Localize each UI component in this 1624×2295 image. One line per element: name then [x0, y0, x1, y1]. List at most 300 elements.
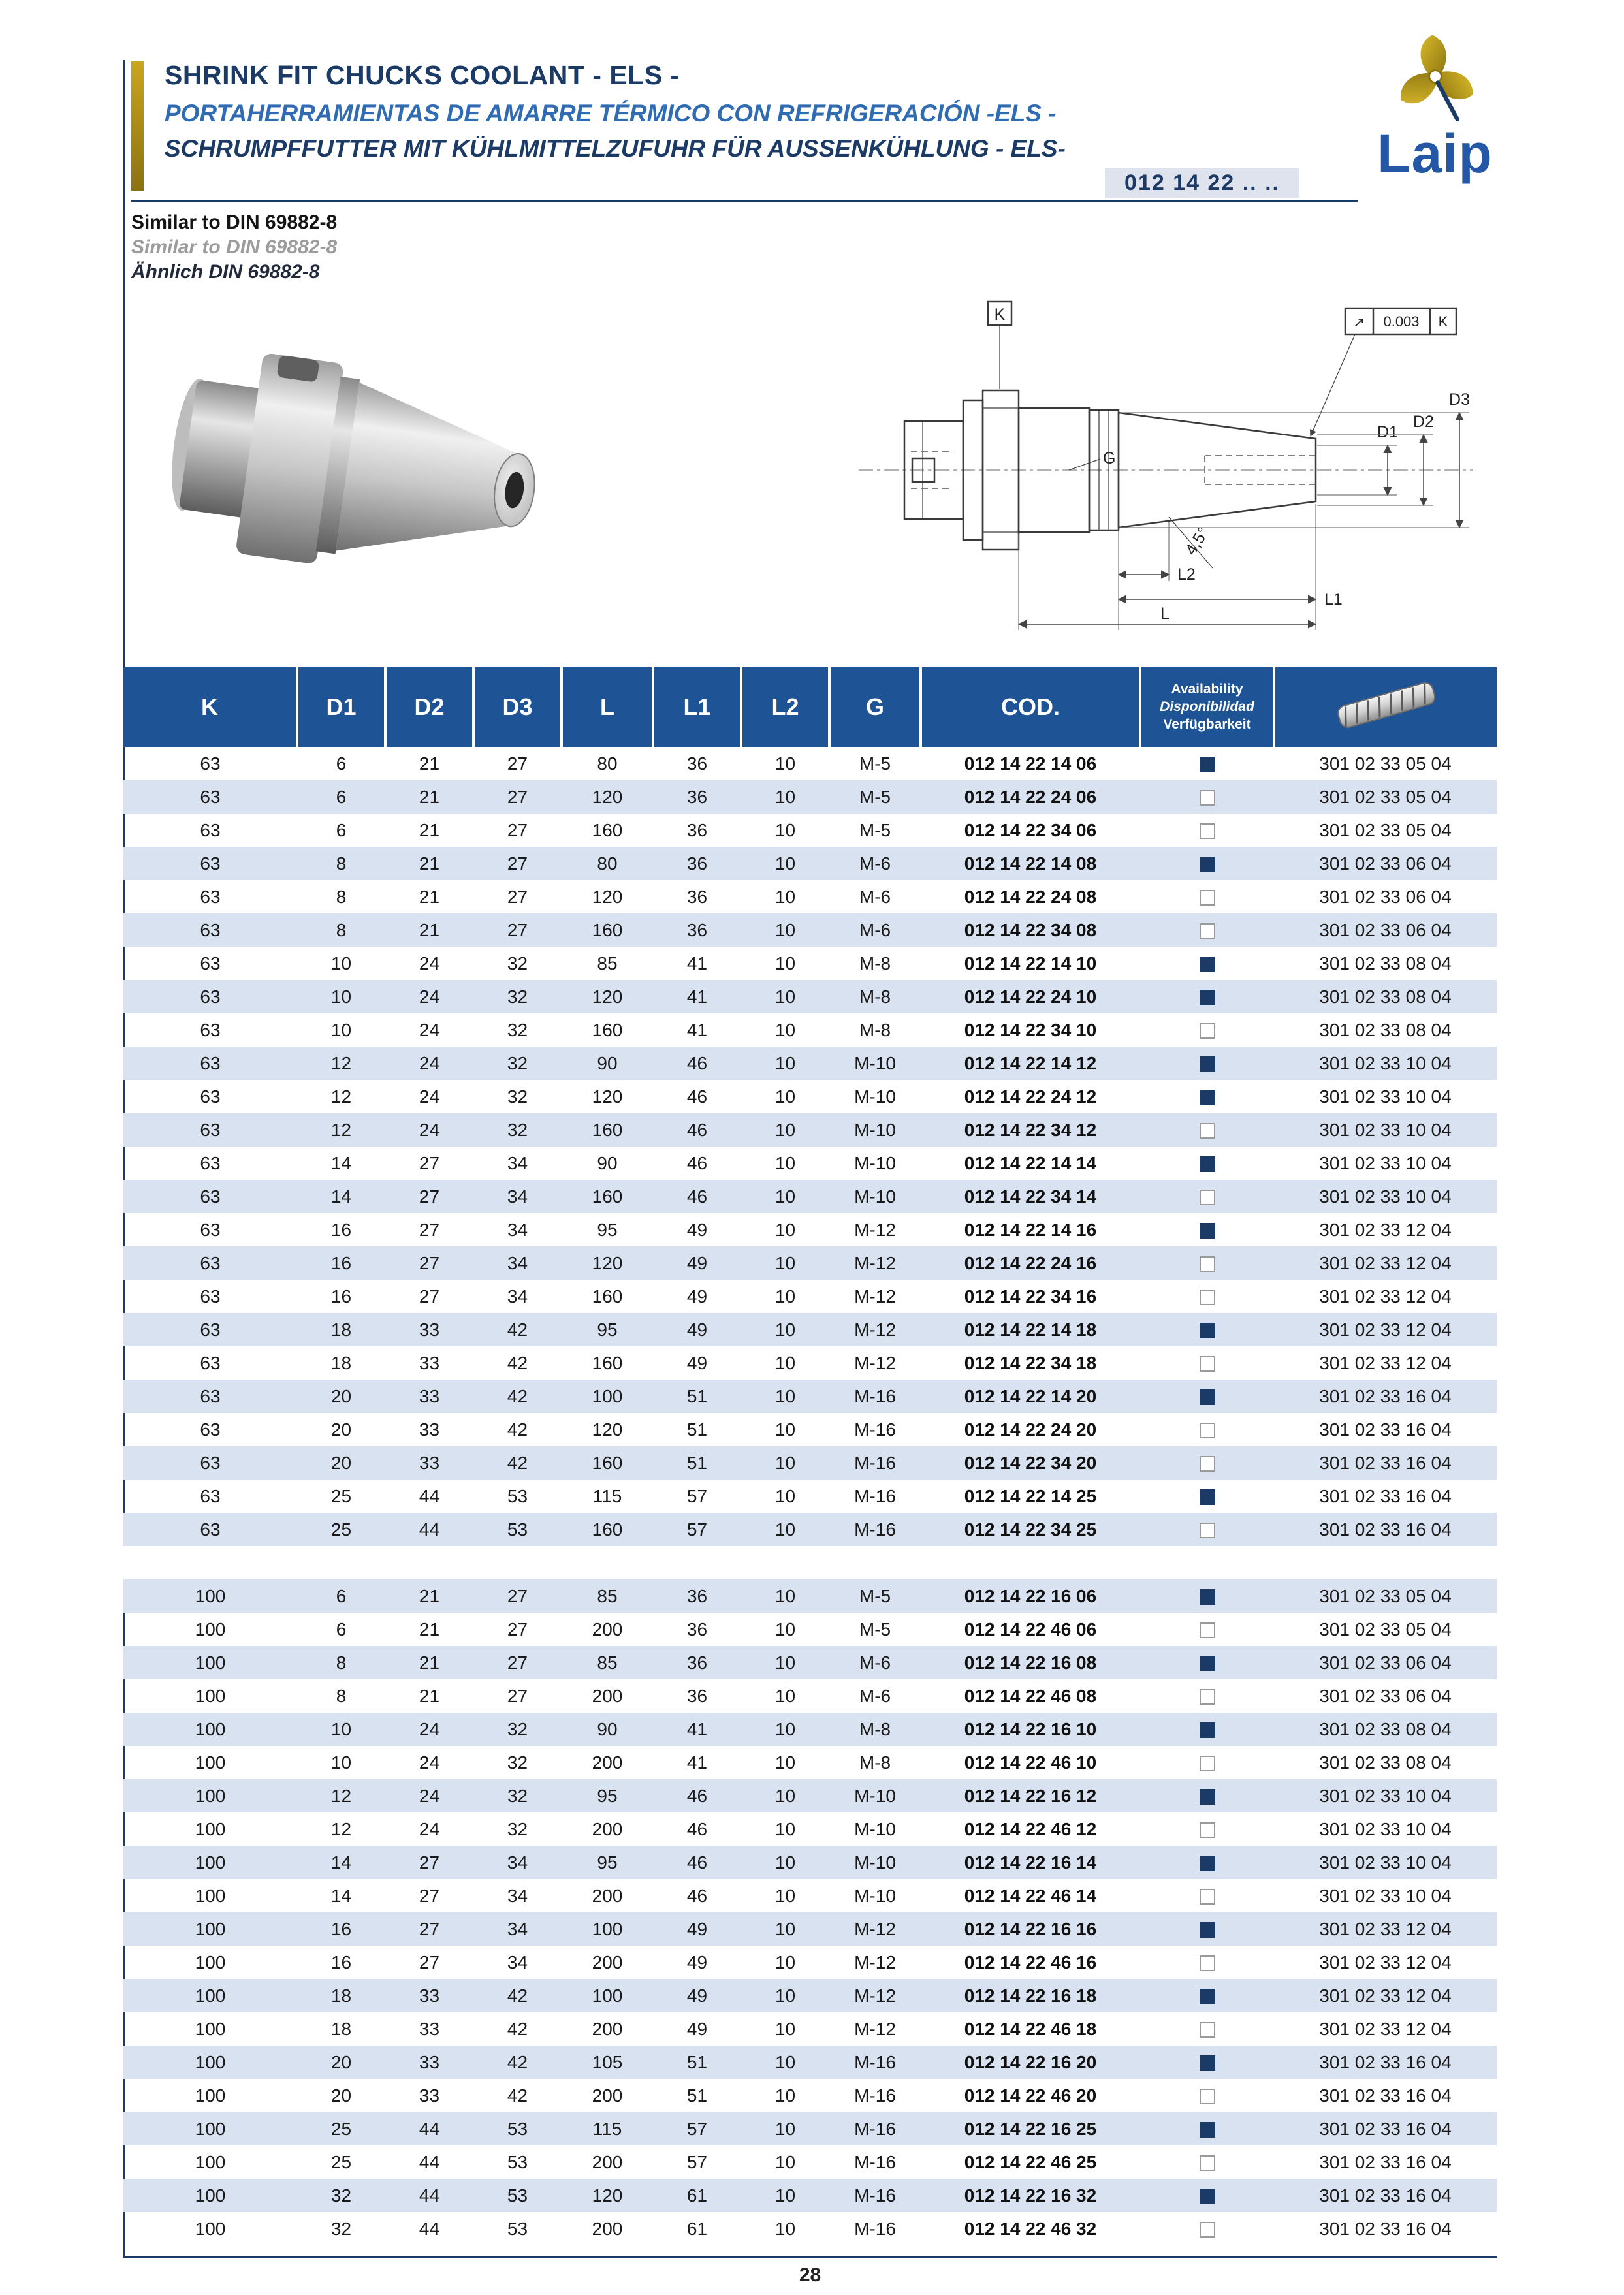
availability-empty-square — [1200, 2089, 1215, 2104]
l-cell: 120 — [592, 2185, 623, 2206]
g-cell: M-8 — [859, 953, 891, 973]
col-header-g: G — [829, 667, 921, 747]
d1-cell: 6 — [336, 753, 347, 774]
d2-cell: 21 — [419, 1652, 440, 1673]
availability-empty-square — [1200, 1822, 1215, 1838]
cod-cell: 012 14 22 14 18 — [964, 1319, 1097, 1340]
d2-cell: 33 — [419, 1419, 440, 1440]
g-cell: M-6 — [859, 886, 891, 907]
d3-cell: 27 — [507, 819, 528, 840]
l2-cell: 10 — [774, 1485, 796, 1506]
d1-cell: 12 — [330, 1086, 352, 1107]
g-cell: M-5 — [859, 753, 891, 774]
availability-cell — [1140, 2179, 1274, 2212]
k-cell: 63 — [200, 853, 221, 874]
d3-cell: 32 — [507, 1718, 528, 1739]
availability-cell — [1140, 1779, 1274, 1812]
l2-cell: 10 — [774, 853, 796, 874]
cod-cell: 012 14 22 34 14 — [964, 1186, 1097, 1207]
l1-cell: 61 — [686, 2185, 708, 2206]
cod-cell: 012 14 22 24 06 — [964, 786, 1097, 807]
screw-code-cell: 301 02 33 10 04 — [1319, 1119, 1452, 1140]
dim-label-angle: 4,5° — [1181, 524, 1213, 559]
k-cell: 100 — [195, 1685, 226, 1706]
table-row — [123, 1979, 1497, 2012]
similar-standard-es: Similar to DIN 69882-8 — [131, 236, 338, 258]
cod-cell: 012 14 22 24 20 — [964, 1419, 1097, 1440]
k-cell: 100 — [195, 1852, 226, 1873]
availability-cell — [1140, 1812, 1274, 1846]
d2-cell: 44 — [419, 2151, 440, 2172]
k-cell: 100 — [195, 2118, 226, 2139]
page-title-en: SHRINK FIT CHUCKS COOLANT - ELS - — [165, 60, 680, 90]
k-cell: 100 — [195, 2085, 226, 2106]
k-cell: 100 — [195, 1619, 226, 1639]
k-cell: 63 — [200, 1186, 221, 1207]
availability-empty-square — [1200, 2222, 1215, 2238]
k-cell: 100 — [195, 2018, 226, 2039]
table-row — [123, 947, 1497, 980]
k-cell: 63 — [200, 1119, 221, 1140]
col-header-screw — [1274, 667, 1497, 747]
d3-cell: 32 — [507, 953, 528, 973]
l-cell: 200 — [592, 1885, 623, 1906]
l1-cell: 46 — [686, 1086, 708, 1107]
l2-cell: 10 — [774, 1219, 796, 1240]
d2-cell: 24 — [419, 986, 440, 1007]
table-row — [123, 1380, 1497, 1413]
l1-cell: 36 — [686, 886, 708, 907]
l2-cell: 10 — [774, 919, 796, 940]
table-row — [123, 1047, 1497, 1080]
g-cell: M-12 — [854, 1219, 896, 1240]
g-cell: M-16 — [854, 2151, 896, 2172]
availability-cell — [1140, 747, 1274, 780]
d1-cell: 16 — [330, 1219, 352, 1240]
product-photo — [150, 307, 594, 633]
screw-code-cell: 301 02 33 06 04 — [1319, 1652, 1452, 1673]
cod-cell: 012 14 22 34 25 — [964, 1519, 1097, 1540]
l2-cell: 10 — [774, 2218, 796, 2239]
brand-name: Laip — [1377, 123, 1493, 184]
l2-cell: 10 — [774, 1452, 796, 1473]
availability-cell — [1140, 1380, 1274, 1413]
cod-cell: 012 14 22 16 14 — [964, 1852, 1097, 1873]
k-cell: 63 — [200, 786, 221, 807]
l2-cell: 10 — [774, 986, 796, 1007]
availability-filled-square — [1200, 757, 1215, 772]
l1-cell: 36 — [686, 1619, 708, 1639]
availability-empty-square — [1200, 823, 1215, 839]
l1-cell: 46 — [686, 1852, 708, 1873]
k-cell: 63 — [200, 819, 221, 840]
d3-cell: 27 — [507, 1652, 528, 1673]
d3-cell: 34 — [507, 1219, 528, 1240]
g-cell: M-10 — [854, 1885, 896, 1906]
l1-cell: 41 — [686, 1718, 708, 1739]
g-cell: M-8 — [859, 1752, 891, 1773]
g-cell: M-5 — [859, 786, 891, 807]
table-body — [123, 747, 1497, 2245]
g-cell: M-16 — [854, 1419, 896, 1440]
table-row — [123, 1213, 1497, 1246]
l1-cell: 57 — [686, 2118, 708, 2139]
d1-cell: 20 — [330, 1385, 352, 1406]
l-cell: 80 — [597, 853, 618, 874]
table-row — [123, 1480, 1497, 1513]
d1-cell: 25 — [330, 1485, 352, 1506]
k-cell: 63 — [200, 919, 221, 940]
d3-cell: 34 — [507, 1252, 528, 1273]
l2-cell: 10 — [774, 753, 796, 774]
l1-cell: 51 — [686, 1419, 708, 1440]
k-cell: 100 — [195, 2051, 226, 2072]
d1-cell: 12 — [330, 1785, 352, 1806]
l2-cell: 10 — [774, 1918, 796, 1939]
l1-cell: 46 — [686, 1152, 708, 1173]
cod-cell: 012 14 22 14 16 — [964, 1219, 1097, 1240]
cod-cell: 012 14 22 14 10 — [964, 953, 1097, 973]
l-cell: 90 — [597, 1718, 618, 1739]
d2-cell: 27 — [419, 1152, 440, 1173]
availability-cell — [1140, 1346, 1274, 1380]
table-row — [123, 1646, 1497, 1679]
availability-cell — [1140, 1513, 1274, 1546]
d2-cell: 44 — [419, 1485, 440, 1506]
d2-cell: 44 — [419, 2118, 440, 2139]
screw-code-cell: 301 02 33 05 04 — [1319, 1585, 1452, 1606]
cod-cell: 012 14 22 14 14 — [964, 1152, 1097, 1173]
g-cell: M-16 — [854, 2118, 896, 2139]
table-row — [123, 1746, 1497, 1779]
l2-cell: 10 — [774, 786, 796, 807]
cod-cell: 012 14 22 34 18 — [964, 1352, 1097, 1373]
l1-cell: 51 — [686, 1452, 708, 1473]
screw-code-cell: 301 02 33 06 04 — [1319, 919, 1452, 940]
k-cell: 100 — [195, 1818, 226, 1839]
d2-cell: 24 — [419, 1019, 440, 1040]
l2-cell: 10 — [774, 2118, 796, 2139]
d3-cell: 34 — [507, 1885, 528, 1906]
cod-cell: 012 14 22 46 20 — [964, 2085, 1097, 2106]
col-header-l: L — [562, 667, 653, 747]
table-row — [123, 2179, 1497, 2212]
l-cell: 200 — [592, 2085, 623, 2106]
page-title-block — [165, 60, 1144, 163]
d3-cell: 53 — [507, 1485, 528, 1506]
l1-cell: 41 — [686, 1019, 708, 1040]
l-cell: 160 — [592, 919, 623, 940]
availability-empty-square — [1200, 1523, 1215, 1538]
availability-empty-square — [1200, 2022, 1215, 2038]
title-accent-bar — [131, 61, 144, 191]
l-cell: 115 — [592, 2118, 622, 2139]
g-cell: M-10 — [854, 1119, 896, 1140]
l2-cell: 10 — [774, 1752, 796, 1773]
d2-cell: 33 — [419, 1385, 440, 1406]
col-header-k: K — [123, 667, 297, 747]
l-cell: 160 — [592, 1119, 623, 1140]
cod-cell: 012 14 22 46 25 — [964, 2151, 1097, 2172]
availability-empty-square — [1200, 1256, 1215, 1272]
d2-cell: 21 — [419, 753, 440, 774]
d3-cell: 27 — [507, 919, 528, 940]
availability-label-en: Availability — [1171, 682, 1243, 697]
d2-cell: 27 — [419, 1186, 440, 1207]
l-cell: 200 — [592, 1619, 623, 1639]
table-row — [123, 814, 1497, 847]
availability-cell — [1140, 1480, 1274, 1513]
g-cell: M-12 — [854, 1352, 896, 1373]
d2-cell: 27 — [419, 1952, 440, 1972]
availability-cell — [1140, 2212, 1274, 2245]
d3-cell: 42 — [507, 1385, 528, 1406]
table-row — [123, 980, 1497, 1013]
l2-cell: 10 — [774, 1718, 796, 1739]
k-cell: 100 — [195, 1918, 226, 1939]
screw-code-cell: 301 02 33 10 04 — [1319, 1852, 1452, 1873]
l-cell: 200 — [592, 1818, 623, 1839]
screw-code-cell: 301 02 33 05 04 — [1319, 819, 1452, 840]
l-cell: 100 — [592, 1385, 623, 1406]
l2-cell: 10 — [774, 1585, 796, 1606]
g-cell: M-6 — [859, 1652, 891, 1673]
d2-cell: 33 — [419, 1452, 440, 1473]
l1-cell: 46 — [686, 1885, 708, 1906]
d3-cell: 53 — [507, 1519, 528, 1540]
l2-cell: 10 — [774, 1119, 796, 1140]
cod-cell: 012 14 22 46 08 — [964, 1685, 1097, 1706]
cod-cell: 012 14 22 34 06 — [964, 819, 1097, 840]
l-cell: 95 — [597, 1785, 618, 1806]
table-row — [123, 1579, 1497, 1613]
d2-cell: 44 — [419, 2218, 440, 2239]
d3-cell: 53 — [507, 2185, 528, 2206]
k-cell: 63 — [200, 1419, 221, 1440]
d3-cell: 32 — [507, 1119, 528, 1140]
cod-cell: 012 14 22 14 08 — [964, 853, 1097, 874]
d1-cell: 10 — [330, 1019, 352, 1040]
d2-cell: 24 — [419, 1785, 440, 1806]
d3-cell: 27 — [507, 886, 528, 907]
cod-cell: 012 14 22 14 12 — [964, 1053, 1097, 1073]
d2-cell: 24 — [419, 1086, 440, 1107]
cod-cell: 012 14 22 16 12 — [964, 1785, 1097, 1806]
d2-cell: 21 — [419, 853, 440, 874]
l1-cell: 51 — [686, 1385, 708, 1406]
d2-cell: 21 — [419, 1619, 440, 1639]
page-title-es: PORTAHERRAMIENTAS DE AMARRE TÉRMICO CON REFRIGERACIÓN -ELS - — [165, 100, 1057, 127]
d3-cell: 27 — [507, 1619, 528, 1639]
table-row — [123, 2145, 1497, 2179]
l2-cell: 10 — [774, 1519, 796, 1540]
table-row — [123, 1713, 1497, 1746]
d1-cell: 18 — [330, 2018, 352, 2039]
d1-cell: 8 — [336, 886, 347, 907]
technical-drawing — [813, 274, 1502, 659]
l2-cell: 10 — [774, 1286, 796, 1306]
availability-cell — [1140, 814, 1274, 847]
availability-filled-square — [1200, 1589, 1215, 1605]
table-row — [123, 1912, 1497, 1946]
screw-code-cell: 301 02 33 12 04 — [1319, 1985, 1452, 2006]
l-cell: 80 — [597, 753, 618, 774]
k-cell: 63 — [200, 753, 221, 774]
table-row — [123, 1313, 1497, 1346]
d3-cell: 42 — [507, 1352, 528, 1373]
d2-cell: 24 — [419, 1053, 440, 1073]
col-header-d1: D1 — [297, 667, 385, 747]
d1-cell: 16 — [330, 1252, 352, 1273]
l2-cell: 10 — [774, 1952, 796, 1972]
d1-cell: 8 — [336, 1685, 347, 1706]
availability-empty-square — [1200, 1190, 1215, 1205]
availability-cell — [1140, 1679, 1274, 1713]
availability-empty-square — [1200, 2155, 1215, 2171]
k-cell: 63 — [200, 1053, 221, 1073]
availability-cell — [1140, 1446, 1274, 1480]
availability-cell — [1140, 1912, 1274, 1946]
g-cell: M-5 — [859, 819, 891, 840]
l-cell: 160 — [592, 819, 623, 840]
d3-cell: 34 — [507, 1852, 528, 1873]
screw-code-cell: 301 02 33 08 04 — [1319, 953, 1452, 973]
dim-label-d3: D3 — [1449, 390, 1470, 409]
g-cell: M-10 — [854, 1852, 896, 1873]
k-cell: 100 — [195, 1885, 226, 1906]
availability-filled-square — [1200, 1090, 1215, 1105]
d2-cell: 44 — [419, 2185, 440, 2206]
g-cell: M-16 — [854, 1385, 896, 1406]
d3-cell: 32 — [507, 1053, 528, 1073]
g-cell: M-6 — [859, 919, 891, 940]
cod-cell: 012 14 22 46 18 — [964, 2018, 1097, 2039]
d2-cell: 27 — [419, 1852, 440, 1873]
g-cell: M-6 — [859, 853, 891, 874]
d2-cell: 21 — [419, 919, 440, 940]
screw-code-cell: 301 02 33 12 04 — [1319, 1952, 1452, 1972]
l1-cell: 46 — [686, 1053, 708, 1073]
k-cell: 63 — [200, 1485, 221, 1506]
availability-empty-square — [1200, 1123, 1215, 1139]
availability-cell — [1140, 1246, 1274, 1280]
screw-code-cell: 301 02 33 05 04 — [1319, 1619, 1452, 1639]
table-row — [123, 2112, 1497, 2145]
d3-cell: 27 — [507, 786, 528, 807]
col-header-d2: D2 — [385, 667, 473, 747]
dim-label-l1: L1 — [1324, 590, 1343, 609]
k-cell: 63 — [200, 1519, 221, 1540]
availability-filled-square — [1200, 1056, 1215, 1072]
l-cell: 120 — [592, 1086, 623, 1107]
g-cell: M-16 — [854, 1452, 896, 1473]
d3-cell: 34 — [507, 1152, 528, 1173]
l-cell: 120 — [592, 886, 623, 907]
d3-cell: 34 — [507, 1286, 528, 1306]
k-cell: 100 — [195, 1652, 226, 1673]
cod-cell: 012 14 22 16 20 — [964, 2051, 1097, 2072]
d3-cell: 32 — [507, 986, 528, 1007]
k-cell: 63 — [200, 1219, 221, 1240]
product-code-box: 012 14 22 .. .. — [1105, 168, 1299, 198]
screw-code-cell: 301 02 33 08 04 — [1319, 1019, 1452, 1040]
availability-cell — [1140, 2112, 1274, 2145]
l2-cell: 10 — [774, 819, 796, 840]
l-cell: 95 — [597, 1852, 618, 1873]
availability-filled-square — [1200, 2055, 1215, 2071]
k-cell: 100 — [195, 2151, 226, 2172]
availability-cell — [1140, 2012, 1274, 2046]
d1-cell: 25 — [330, 2151, 352, 2172]
k-cell: 63 — [200, 1086, 221, 1107]
availability-empty-square — [1200, 1756, 1215, 1771]
l-cell: 120 — [592, 1419, 623, 1440]
d2-cell: 21 — [419, 786, 440, 807]
screw-code-cell: 301 02 33 12 04 — [1319, 1319, 1452, 1340]
l1-cell: 57 — [686, 2151, 708, 2172]
table-row — [123, 1513, 1497, 1546]
screw-code-cell: 301 02 33 12 04 — [1319, 2018, 1452, 2039]
screw-icon — [1324, 678, 1448, 731]
dim-label-l: L — [1160, 605, 1170, 623]
d3-cell: 32 — [507, 1019, 528, 1040]
availability-cell — [1140, 1313, 1274, 1346]
l2-cell: 10 — [774, 1985, 796, 2006]
table-row — [123, 747, 1497, 780]
l-cell: 200 — [592, 1685, 623, 1706]
d1-cell: 6 — [336, 1619, 347, 1639]
cod-cell: 012 14 22 16 25 — [964, 2118, 1097, 2139]
screw-code-cell: 301 02 33 10 04 — [1319, 1818, 1452, 1839]
l1-cell: 36 — [686, 919, 708, 940]
screw-code-cell: 301 02 33 12 04 — [1319, 1352, 1452, 1373]
availability-filled-square — [1200, 1989, 1215, 2004]
l2-cell: 10 — [774, 1086, 796, 1107]
l2-cell: 10 — [774, 1319, 796, 1340]
k-cell: 100 — [195, 1585, 226, 1606]
d3-cell: 53 — [507, 2151, 528, 2172]
screw-code-cell: 301 02 33 10 04 — [1319, 1186, 1452, 1207]
screw-code-cell: 301 02 33 10 04 — [1319, 1785, 1452, 1806]
cod-cell: 012 14 22 34 08 — [964, 919, 1097, 940]
g-cell: M-16 — [854, 1519, 896, 1540]
col-header-d3: D3 — [473, 667, 562, 747]
availability-empty-square — [1200, 1622, 1215, 1638]
d3-cell: 34 — [507, 1186, 528, 1207]
l-cell: 200 — [592, 1952, 623, 1972]
availability-filled-square — [1200, 990, 1215, 1005]
g-cell: M-12 — [854, 1918, 896, 1939]
availability-filled-square — [1200, 1323, 1215, 1338]
l2-cell: 10 — [774, 2151, 796, 2172]
k-cell: 100 — [195, 1752, 226, 1773]
table-row — [123, 1779, 1497, 1812]
availability-cell — [1140, 1979, 1274, 2012]
cod-cell: 012 14 22 16 10 — [964, 1718, 1097, 1739]
l-cell: 120 — [592, 986, 623, 1007]
availability-cell — [1140, 2079, 1274, 2112]
l2-cell: 10 — [774, 2085, 796, 2106]
l2-cell: 10 — [774, 1818, 796, 1839]
col-header-l2: L2 — [741, 667, 829, 747]
k-cell: 100 — [195, 2185, 226, 2206]
d2-cell: 33 — [419, 2085, 440, 2106]
screw-code-cell: 301 02 33 08 04 — [1319, 1752, 1452, 1773]
g-cell: M-8 — [859, 1019, 891, 1040]
col-header-availability — [1140, 667, 1274, 747]
screw-code-cell: 301 02 33 16 04 — [1319, 1385, 1452, 1406]
l1-cell: 46 — [686, 1119, 708, 1140]
